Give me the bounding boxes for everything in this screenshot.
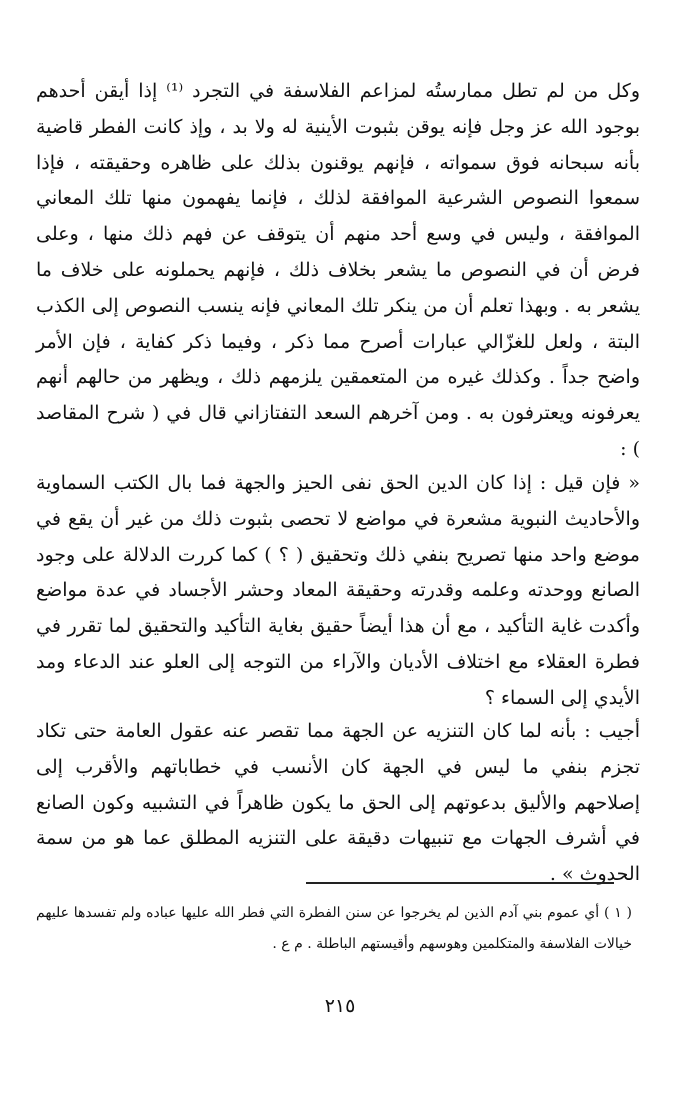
footnote-divider [306, 882, 614, 884]
page-number: ٢١٥ [324, 995, 356, 1017]
paragraph-answer: أجيب : بأنه لما كان التنزيه عن الجهة مما تقصر عنه عقول العامة حتى تكاد تجزم بنفي ما ليس في الجهة كان الأنسب في خطاباتهم والأقرب إلى إصلاحهم والأليق بدعوتهم إلى الحق ما يكون ظاهراً في التشبيه وكون الصانع في أشرف الجهات مع تنبيهات دقيقة على التنزيه المطلق عما هو من سمة الحدوث » . [36, 720, 640, 886]
paragraph-quotation: « فإن قيل : إذا كان الدين الحق نفى الحيز والجهة فما بال الكتب السماوية والأحاديث النبوية مشعرة في مواضع لا تحصى بثبوت ذلك من غير أن يقع في موضع واحد منها تصريح بنفي ذلك وتحقيق ( ؟ ) كما كررت الدلالة على وجود الصانع ووحدته وعلمه وقدرته وحقيقة المعاد وحشر الأجساد في عدة مواضع وأكدت غاية التأكيد ، مع أن هذا أيضاً حقيق بغاية التأكيد والتحقيق لما تقرر في فطرة العقلاء مع اختلاف الأديان والآراء من التوجه إلى العلو عند الدعاء ومد الأيدي إلى السماء ؟ [36, 472, 640, 709]
paragraph-main: وكل من لم تطل ممارستُه لمزاعم الفلاسفة في التجرد ⁽¹⁾ إذا أيقن أحدهم بوجود الله عز وجل فإنه يوقن بثبوت الأينية له ولا بد ، وإذ كانت الفطر قاضية بأنه سبحانه فوق سمواته ، فإنهم يوقنون بذلك على ظاهره وحقيقته ، فإذا سمعوا النصوص الشرعية الموافقة لذلك ، فإنما يفهمون منها تلك المعاني الموافقة ، وليس في وسع أحد منهم أن يتوقف عن فهم ذلك منها ، وعلى فرض أن في النصوص ما يشعر بخلاف ذلك ، فإنهم يحملونه على خلاف ما يشعر به . وبهذا تعلم أن من ينكر تلك المعاني فإنه ينسب النصوص إلى الكذب البتة ، ولعل للغزّالي عبارات أصرح مما ذكر ، وفيما ذكر كفاية ، فإن الأمر واضح جداً . وكذلك غيره من المتعمقين يلزمهم ذلك ، ويظهر من حالهم أنهم يعرفونه ويعترفون به . ومن آخرهم السعد التفتازاني قال في ( شرح المقاصد ) : [36, 80, 641, 460]
footnote: ( ١ ) أي عموم بني آدم الذين لم يخرجوا عن سنن الفطرة التي فطر الله عليها عباده ولم تفسدها عليهم خيالات الفلاسفة والمتكلمين وهوسهم وأقيستهم الباطلة . م ع . [36, 905, 632, 952]
page-body [36, 74, 641, 886]
